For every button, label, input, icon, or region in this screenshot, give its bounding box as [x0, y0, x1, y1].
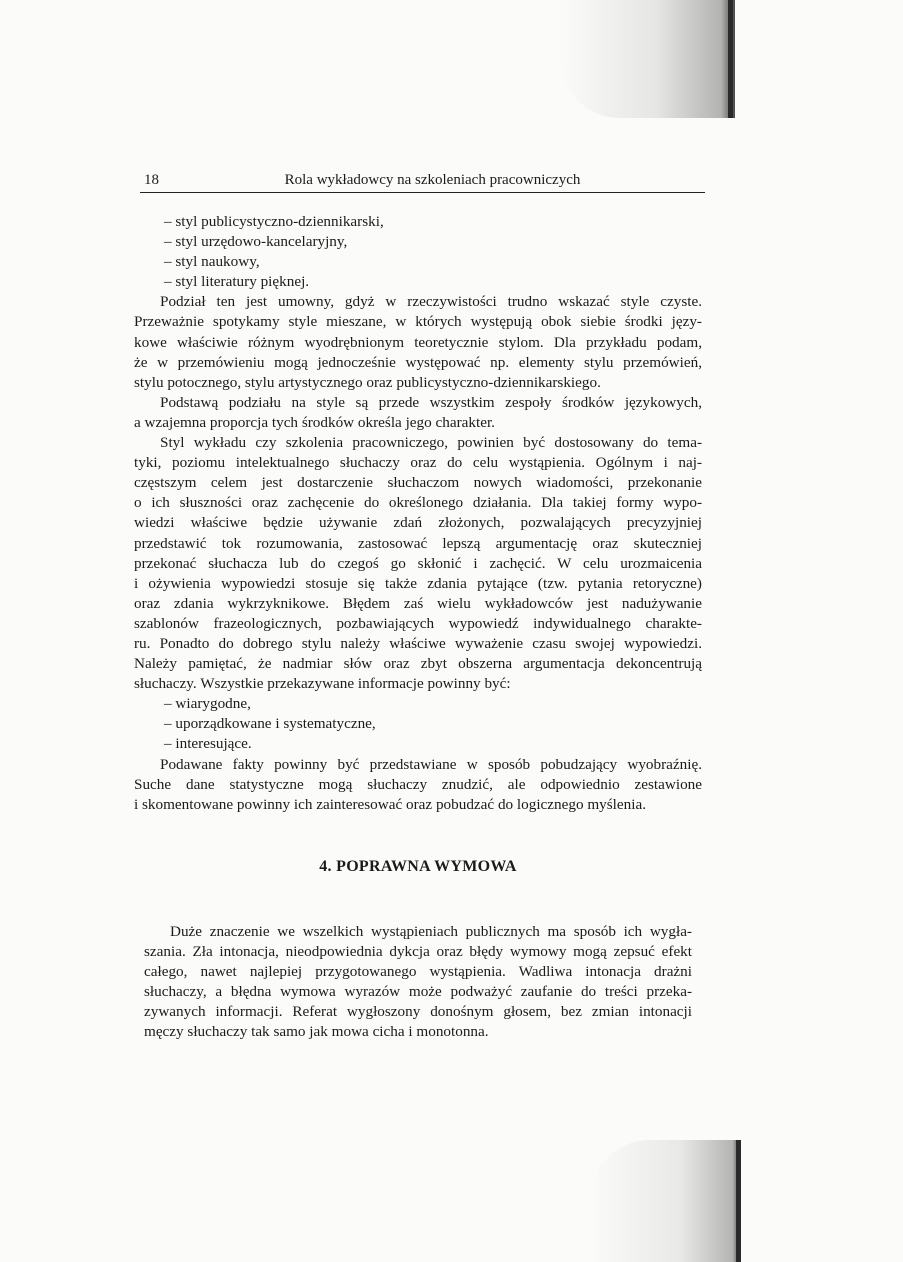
text-line: zywanych informacji. Referat wygłoszony donośnym głosem, bez zmian intonacji [144, 1003, 692, 1021]
text-line: oraz zdania wykrzyknikowe. Błędem zaś wielu wykładowców jest nadużywanie [134, 594, 702, 612]
text-line: a wzajemna proporcja tych środków określa jego charakter. [134, 413, 495, 431]
scan-edge-bottom [736, 1140, 741, 1262]
text-line: wiedzi właściwe będzie używanie zdań złożonych, pozwalających precyzyjniej [134, 514, 702, 532]
text-line: Przeważnie spotykamy style mieszane, w których występują obok siebie środki języ- [134, 313, 702, 331]
text-line: szania. Zła intonacja, nieodpowiednia dykcja oraz błędy wymowy mogą zepsuć efekt [144, 943, 692, 961]
list-item: – styl naukowy, [164, 253, 260, 271]
text-line: że w przemówieniu mogą jednocześnie występować np. elementy stylu przemówień, [134, 353, 702, 371]
text-line: całego, nawet najlepiej przygotowanego wystąpienia. Wadliwa intonacja drażni [144, 963, 692, 981]
text-line: szablonów frazeologicznych, pozbawiających wypowiedź indywidualnego charakte- [134, 614, 702, 632]
list-item: – uporządkowane i systematyczne, [164, 715, 376, 733]
text-line: stylu potocznego, stylu artystycznego oraz publicystyczno-dziennikarskiego. [134, 373, 601, 391]
page-number: 18 [144, 172, 159, 188]
text-line: przedstawić tok rozumowania, zastosować lepszą argumentację oraz skuteczniej [134, 534, 702, 552]
text-line: Duże znaczenie we wszelkich wystąpieniach publicznych ma sposób ich wygła- [170, 923, 692, 940]
scan-shadow-bottom [590, 1140, 740, 1262]
text-line: męczy słuchaczy tak samo jak mowa cicha i monotonna. [144, 1023, 489, 1041]
text-line: i ożywienia wypowiedzi stosuje się także zdania pytające (tzw. pytania retoryczne) [134, 574, 702, 592]
text-line: słuchaczy. Wszystkie przekazywane informacje powinny być: [134, 675, 511, 693]
text-line: tyki, poziomu intelektualnego słuchaczy oraz do celu wystąpienia. Ogólnym i naj- [134, 454, 702, 472]
text-line: Podawane fakty powinny być przedstawiane w sposób pobudzający wyobraźnię. [160, 755, 702, 773]
text-line: i skomentowane powinny ich zainteresować oraz pobudzać do logicznego myślenia. [134, 795, 646, 813]
text-line: częstszym celem jest dostarczenie słuchaczom nowych wiadomości, przekonanie [134, 474, 702, 492]
text-line: ru. Ponadto do dobrego stylu należy właściwe wyważenie czasu swojej wypowiedzi. [134, 634, 702, 652]
scan-edge-top [728, 0, 733, 118]
text-line: Styl wykładu czy szkolenia pracowniczego, powinien być dostosowany do tema- [160, 434, 702, 452]
text-line: Suche dane statystyczne mogą słuchaczy znudzić, ale odpowiednio zestawione [134, 775, 702, 793]
section-heading: 4. POPRAWNA WYMOWA [319, 858, 517, 875]
scan-shadow-top [560, 0, 735, 118]
text-line: Należy pamiętać, że nadmiar słów oraz zbyt obszerna argumentacja dekoncentrują [134, 655, 702, 673]
list-item: – styl urzędowo-kancelaryjny, [164, 233, 348, 251]
text-line: słuchaczy, a błędna wymowa wyrazów może podważyć zaufanie do treści przeka- [144, 983, 692, 1001]
text-line: przekonać słuchacza lub do czegoś go skłonić i zachęcić. W celu urozmaicenia [134, 554, 702, 572]
list-item: – styl publicystyczno-dziennikarski, [164, 213, 384, 230]
running-title: Rola wykładowcy na szkoleniach pracowniczych [284, 172, 581, 188]
page-header [140, 170, 705, 193]
list-item: – wiarygodne, [164, 695, 251, 713]
text-line: o ich słuszności oraz zachęcenie do określonego działania. Dla takiej formy wypo- [134, 494, 702, 512]
section-text [144, 922, 692, 1043]
body-text [134, 212, 702, 815]
text-line: Podział ten jest umowny, gdyż w rzeczywistości trudno wskazać style czyste. [160, 293, 702, 311]
text-line: kowe właściwie różnym wyodrębnionym teoretycznie stylom. Dla przykładu podam, [134, 333, 702, 351]
list-item: – styl literatury pięknej. [164, 273, 310, 291]
text-line: Podstawą podziału na style są przede wszystkim zespoły środków językowych, [160, 393, 702, 411]
list-item: – interesujące. [164, 735, 252, 753]
